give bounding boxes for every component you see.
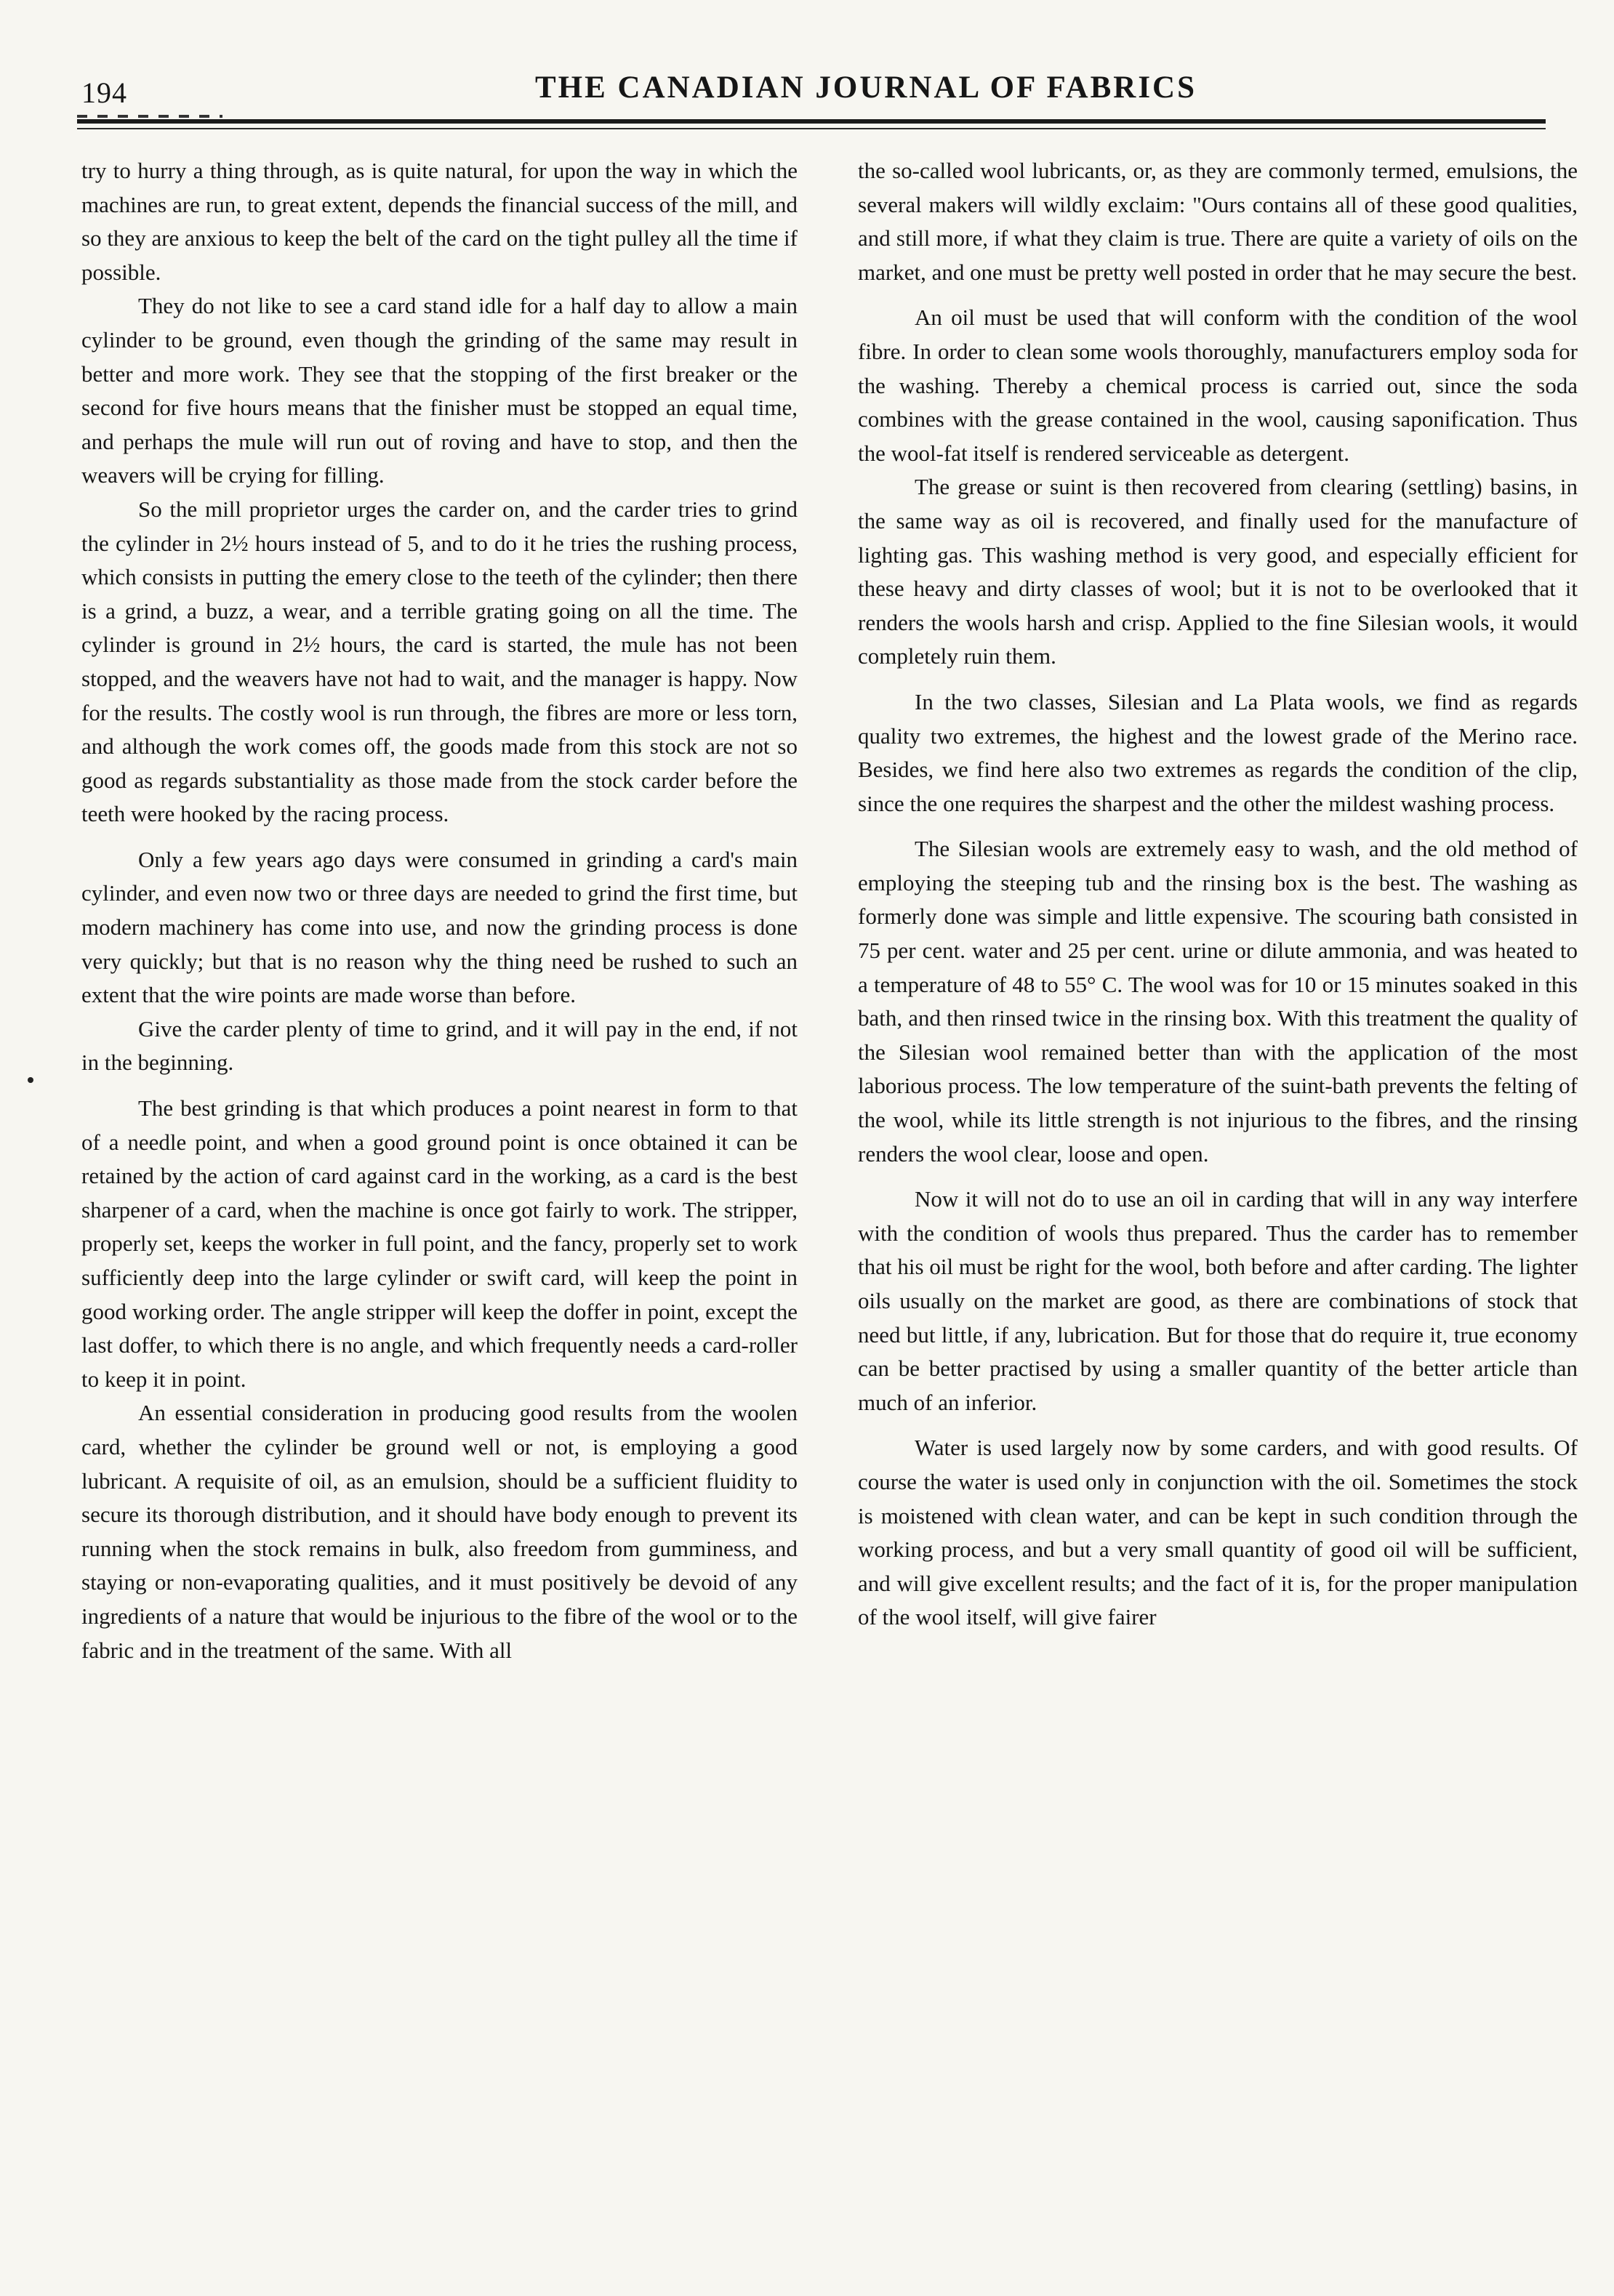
- margin-mark: [28, 1077, 33, 1083]
- paragraph: the so-called wool lubricants, or, as they are commonly termed, emulsions, the several makers will wildly exclaim: "Ours contains all of these good qualities, and still more, if what they claim is true. There are quite a variety of oils on the market, and one must be pretty well posted in order that he may secure the best.: [858, 158, 1578, 285]
- paragraph: Now it will not do to use an oil in carding that will in any way interfere with the condition of wools thus prepared. Thus the carder has to remember that his oil must be right for the wool, both before and after carding. The lighter oils usually on the market are good, as there are combinations of stock that need but little, if any, lubrication. But for those that do require it, true economy can be better practised by using a smaller quantity of the better article than much of an inferior.: [858, 1186, 1578, 1415]
- page-number: 194: [81, 76, 127, 109]
- header-dashed-rule: [77, 115, 222, 118]
- journal-title: THE CANADIAN JOURNAL OF FABRICS: [534, 71, 1197, 105]
- paragraph: The best grinding is that which produces a point nearest in form to that of a needle point, and when a good ground point is once obtained it can be retained by the action of card against card in the working, as a card is the best sharpener of a card, when the machine is once got fairly to work. The stripper, properly set, keeps the worker in full point, and the fancy, properly set to work sufficiently deep into the large cylinder or swift card, will keep the point in good working order. The angle stripper will keep the doffer in point, except the last doffer, to which there is no angle, and which frequently needs a card-roller to keep it in point.: [81, 1095, 798, 1392]
- paragraph: So the mill proprietor urges the carder on, and the carder tries to grind the cylinder in 2½ hours instead of 5, and to do it he tries the rushing process, which consists in putting the emery close to the teeth of the cylinder; then there is a grind, a buzz, a wear, and a terrible grating going on all the time. The cylinder is ground in 2½ hours, the card is started, the mule has not been stopped, and the weavers have not had to wait, and the manager is happy. Now for the results. The costly wool is run through, the fibres are more or less torn, and although the work comes off, the goods made from this stock are not so good as regards substantiality as those made from the stock carder before the teeth were hooked by the racing process.: [81, 496, 798, 827]
- left-column: [81, 154, 798, 1667]
- paragraph: They do not like to see a card stand idle for a half day to allow a main cylinder to be ground, even though the grinding of the same may result in better and more work. They see that the stopping of the first breaker or the second for five hours means that the finisher must be stopped an equal time, and perhaps the mule will run out of roving and have to stop, and then the weavers will be crying for filling.: [81, 293, 798, 488]
- header-thin-rule: [77, 128, 1546, 129]
- paragraph: An oil must be used that will conform with the condition of the wool fibre. In order to clean some wools thoroughly, manufacturers employ soda for the washing. Thereby a chemical process is carried out, since the soda combines with the grease contained in the wool, causing saponification. Thus the wool-fat itself is rendered serviceable as detergent.: [858, 305, 1578, 466]
- right-column: [858, 154, 1578, 1635]
- paragraph: Give the carder plenty of time to grind, and it will pay in the end, if not in the beginning.: [81, 1015, 798, 1076]
- paragraph: The grease or suint is then recovered from clearing (settling) basins, in the same way as oil is recovered, and finally used for the manufacture of lighting gas. This washing method is very good, and especially efficient for these heavy and dirty classes of wool; but it is not to be overlooked that it renders the wools harsh and crisp. Applied to the fine Silesian wools, it would completely ruin them.: [858, 474, 1578, 669]
- page-header: [77, 70, 1546, 115]
- paragraph: In the two classes, Silesian and La Plata wools, we find as regards quality two extremes, the highest and the lowest grade of the Merino race. Besides, we find here also two extremes as regards the condition of the clip, since the one requires the sharpest and the other the mildest washing process.: [858, 688, 1578, 816]
- paragraph: Water is used largely now by some carders, and with good results. Of course the water is used only in conjunction with the oil. Sometimes the stock is moistened with clean water, and can be kept in such condition through the working process, and but a very small quantity of good oil will be sufficient, and will give excellent results; and the fact of it is, for the proper manipulation of the wool itself, will give fairer: [858, 1435, 1578, 1630]
- paragraph: try to hurry a thing through, as is quite natural, for upon the way in which the machines are run, to great extent, depends the financial success of the mill, and so they are anxious to keep the belt of the card on the tight pulley all the time if possible.: [81, 158, 798, 285]
- paragraph: The Silesian wools are extremely easy to wash, and the old method of employing the steeping tub and the rinsing box is the best. The washing as formerly done was simple and little expensive. The scouring bath consisted in 75 per cent. water and 25 per cent. urine or dilute ammonia, and was heated to a temperature of 48 to 55° C. The wool was for 10 or 15 minutes soaked in this bath, and then rinsed twice in the rinsing box. With this treatment the quality of the Silesian wool remained better than with the application of the most laborious process. The low temperature of the suint-bath prevents the felting of the wool, while its little strength is not injurious to the fibres, and the rinsing renders the wool clear, loose and open.: [858, 836, 1578, 1167]
- header-thick-rule: [77, 119, 1546, 124]
- paragraph: An essential consideration in producing good results from the woolen card, whether the cylinder be ground well or not, is employing a good lubricant. A requisite of oil, as an emulsion, should be a sufficient fluidity to secure its thorough distribution, and it should have body enough to prevent its running when the stock remains in bulk, also freedom from gumminess, and staying or non-evaporating qualities, and it must positively be devoid of any ingredients of a nature that would be injurious to the fibre of the wool or to the fabric and in the treatment of the same. With all: [81, 1400, 798, 1663]
- paragraph: Only a few years ago days were consumed in grinding a card's main cylinder, and even now two or three days are needed to grind the first time, but modern machinery has come into use, and now the grinding process is done very quickly; but that is no reason why the thing need be rushed to such an extent that the wire points are made worse than before.: [81, 846, 798, 1008]
